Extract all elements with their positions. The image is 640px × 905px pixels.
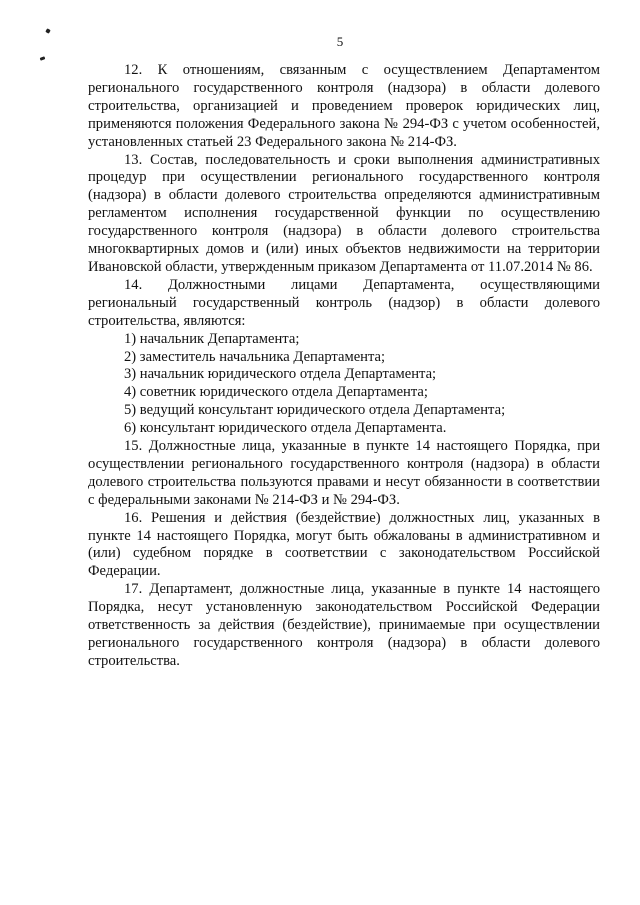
paragraph-14: 14. Должностными лицами Департамента, осуществляющими региональный государственный контроль (надзор) в области долевого строительства, являются: xyxy=(88,276,600,329)
paragraph-16: 16. Решения и действия (бездействие) должностных лиц, указанных в пункте 14 настоящего Порядка, могут быть обжалованы в административном и (или) судебном порядке в соответствии с законодательством Российской Федерации. xyxy=(88,509,600,580)
paragraph-15: 15. Должностные лица, указанные в пункте 14 настоящего Порядка, при осуществлении регионального государственного контроля (надзора) в области долевого строительства пользуются правами и несут обязанности в соответствии с федеральными законами № 214-ФЗ и № 294-ФЗ. xyxy=(88,438,600,508)
paragraph-13: 13. Состав, последовательность и сроки выполнения административных процедур при осуществлении регионального государственного контроля (надзора) в области долевого строительства определяются административным регламентом исполнения государственной функции по осуществлению государственного контроля (надзора) в области долевого строительства многоквартирных домов и (или) иных объектов недвижимости на территории Ивановской области, утвержденным приказом Департамента от 11.07.2014 № 86. xyxy=(88,151,600,275)
paragraph-17: 17. Департамент, должностные лица, указанные в пункте 14 настоящего Порядка, несут установленную законодательством Российской Федерации ответственность за действия (бездействие), принимаемые при осуществлении регионального государственного контроля (надзора) в области долевого строительства. xyxy=(88,581,600,669)
document-body xyxy=(88,62,600,671)
list-item: 4) советник юридического отдела Департамента; xyxy=(124,384,428,401)
paragraph-12: 12. К отношениям, связанным с осуществлением Департаментом регионального государственного контроля (надзора) в области долевого строительства, организацией и проведением проверок юридических лиц, применяются положения Федерального закона № 294-ФЗ с учетом особенностей, установленных статьей 23 Федерального закона № 214-ФЗ. xyxy=(88,62,600,150)
scan-speck-mark xyxy=(45,28,50,33)
page-number: 5 xyxy=(336,34,344,49)
list-item: 2) заместитель начальника Департамента; xyxy=(124,348,386,365)
list-item: 1) начальник Департамента; xyxy=(124,330,300,347)
list-item: 5) ведущий консультант юридического отдела Департамента; xyxy=(124,402,506,419)
list-item: 6) консультант юридического отдела Департамента. xyxy=(124,420,447,437)
scan-speck-mark xyxy=(40,56,46,61)
list-item: 3) начальник юридического отдела Департамента; xyxy=(124,366,437,383)
